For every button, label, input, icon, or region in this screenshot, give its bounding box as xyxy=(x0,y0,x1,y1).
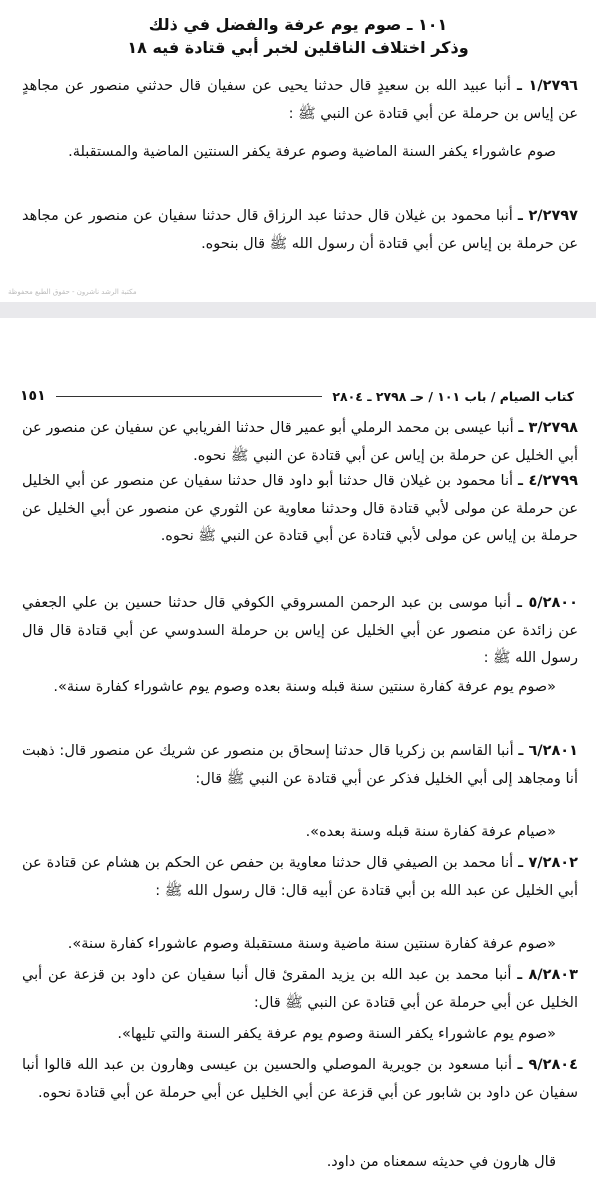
hadith-2802-matn: «صوم عرفة كفارة سنتين سنة ماضية وسنة مستقبلة وصوم عاشوراء كفارة سنة». xyxy=(67,936,556,952)
hadith-number: ٨/٢٨٠٣ ـ xyxy=(517,967,578,983)
hadith-2804 xyxy=(22,1052,578,1107)
hadith-2801-matn: «صيام عرفة كفارة سنة قبله وسنة بعده». xyxy=(305,824,556,840)
hadith-number: ٤/٢٧٩٩ ـ xyxy=(518,473,578,489)
hadith-number: ٢/٢٧٩٧ ـ xyxy=(517,208,578,224)
hadith-text: أنبا مسعود بن جويرية الموصلي والحسين بن عيسى وهارون بن عبد الله قالوا أنبا سفيان عن داود بن شابور عن أبي قزعة عن أبي الخليل عن أبي حرملة عن أبي قتادة نحوه. xyxy=(22,1057,578,1101)
chapter-subtitle: وذكر اختلاف الناقلين لخبر أبي قتادة فيه ١٨ xyxy=(127,38,469,57)
hadith-2798 xyxy=(22,415,578,470)
hadith-text: أنا محمود بن غيلان قال حدثنا أبو داود قال حدثنا سفيان عن منصور عن أبي الخليل عن حرملة عن مولى لأبي قتادة قال وحدثنا معاوية عن الثوري عن منصور عن أبي الخليل عن حرملة بن إياس عن مولى لأبي قتادة عن أبي قتادة عن النبي ﷺ نحوه. xyxy=(22,473,578,544)
hadith-text: أنبا محمد بن عبد الله بن يزيد المقرئ قال أنبا سفيان عن داود بن قزعة عن أبي الخليل عن أبي حرملة عن أبي قتادة عن النبي ﷺ قال: xyxy=(22,967,578,1011)
hadith-2803-matn: «صوم يوم عاشوراء يكفر السنة وصوم يوم عرفة يكفر السنة والتي تليها». xyxy=(117,1026,556,1042)
running-header xyxy=(20,385,574,407)
hadith-text: أنبا عيسى بن محمد الرملي أبو عمير قال حدثنا الفريابي عن سفيان عن منصور عن أبي الخليل عن حرملة بن إياس عن أبي قتادة عن النبي ﷺ نحوه. xyxy=(22,420,578,464)
hadith-2796 xyxy=(22,73,578,128)
hadith-text: أنبا القاسم بن زكريا قال حدثنا إسحاق بن منصور عن شريك عن منصور قال: ذهبت أنا ومجاهد إلى أبي الخليل فذكر عن أبي قتادة عن النبي ﷺ قال: xyxy=(22,743,578,787)
chapter-title: ١٠١ ـ صوم يوم عرفة والفضل في ذلك xyxy=(148,15,448,34)
running-header-text: كتاب الصيام / باب ١٠١ / حـ ٢٧٩٨ ـ ٢٨٠٤ xyxy=(332,388,574,404)
hadith-2799 xyxy=(22,468,578,551)
hadith-2800 xyxy=(22,590,578,673)
hadith-number: ٥/٢٨٠٠ ـ xyxy=(517,595,578,611)
hadith-number: ٧/٢٨٠٢ ـ xyxy=(518,855,578,871)
page-number: ١٥١ xyxy=(20,388,46,404)
hadith-2797 xyxy=(22,203,578,258)
hadith-2801 xyxy=(22,738,578,793)
hadith-2802 xyxy=(22,850,578,905)
hadith-number: ٩/٢٨٠٤ ـ xyxy=(517,1057,578,1073)
hadith-number: ٣/٢٧٩٨ ـ xyxy=(518,420,579,436)
hadith-number: ٦/٢٨٠١ ـ xyxy=(518,743,578,759)
page-top xyxy=(0,0,596,302)
hadith-2796-matn: صوم عاشوراء يكفر السنة الماضية وصوم عرفة يكفر السنتين الماضية والمستقبلة. xyxy=(68,144,556,160)
hadith-2800-matn: «صوم يوم عرفة كفارة سنتين سنة قبله وسنة بعده وصوم يوم عاشوراء كفارة سنة». xyxy=(53,679,556,695)
hadith-text: أنبا محمود بن غيلان قال حدثنا عبد الرزاق قال حدثنا سفيان عن منصور عن مجاهد عن حرملة بن إياس عن أبي قتادة أن رسول الله ﷺ قال بنحوه. xyxy=(22,208,578,252)
hadith-text: أنبا موسى بن عبد الرحمن المسروقي الكوفي قال حدثنا حسين بن علي الجعفي عن زائدة عن منصور عن أبي الخليل عن إياس بن حرملة السدوسي عن أبي قتادة قال قال رسول الله ﷺ : xyxy=(22,595,578,666)
header-rule xyxy=(56,396,323,397)
hadith-text: أنا محمد بن الصيفي قال حدثنا معاوية بن حفص عن الحكم بن هشام عن قتادة عن أبي الخليل عن عبد الله بن أبي قتادة عن أبيه قال: قال رسول الله ﷺ : xyxy=(22,855,578,899)
watermark: مكتبة الرشد ناشرون - حقوق الطبع محفوظة xyxy=(8,288,137,296)
hadith-text: أنبا عبيد الله بن سعيدٍ قال حدثنا يحيى عن سفيان قال حدثني منصور عن مجاهدٍ عن إياس بن حرملة عن أبي قتادة عن النبي ﷺ : xyxy=(22,78,578,122)
hadith-number: ١/٢٧٩٦ ـ xyxy=(516,78,579,94)
hadith-2803 xyxy=(22,962,578,1017)
hadith-2804-note: قال هارون في حديثه سمعناه من داود. xyxy=(326,1154,556,1170)
